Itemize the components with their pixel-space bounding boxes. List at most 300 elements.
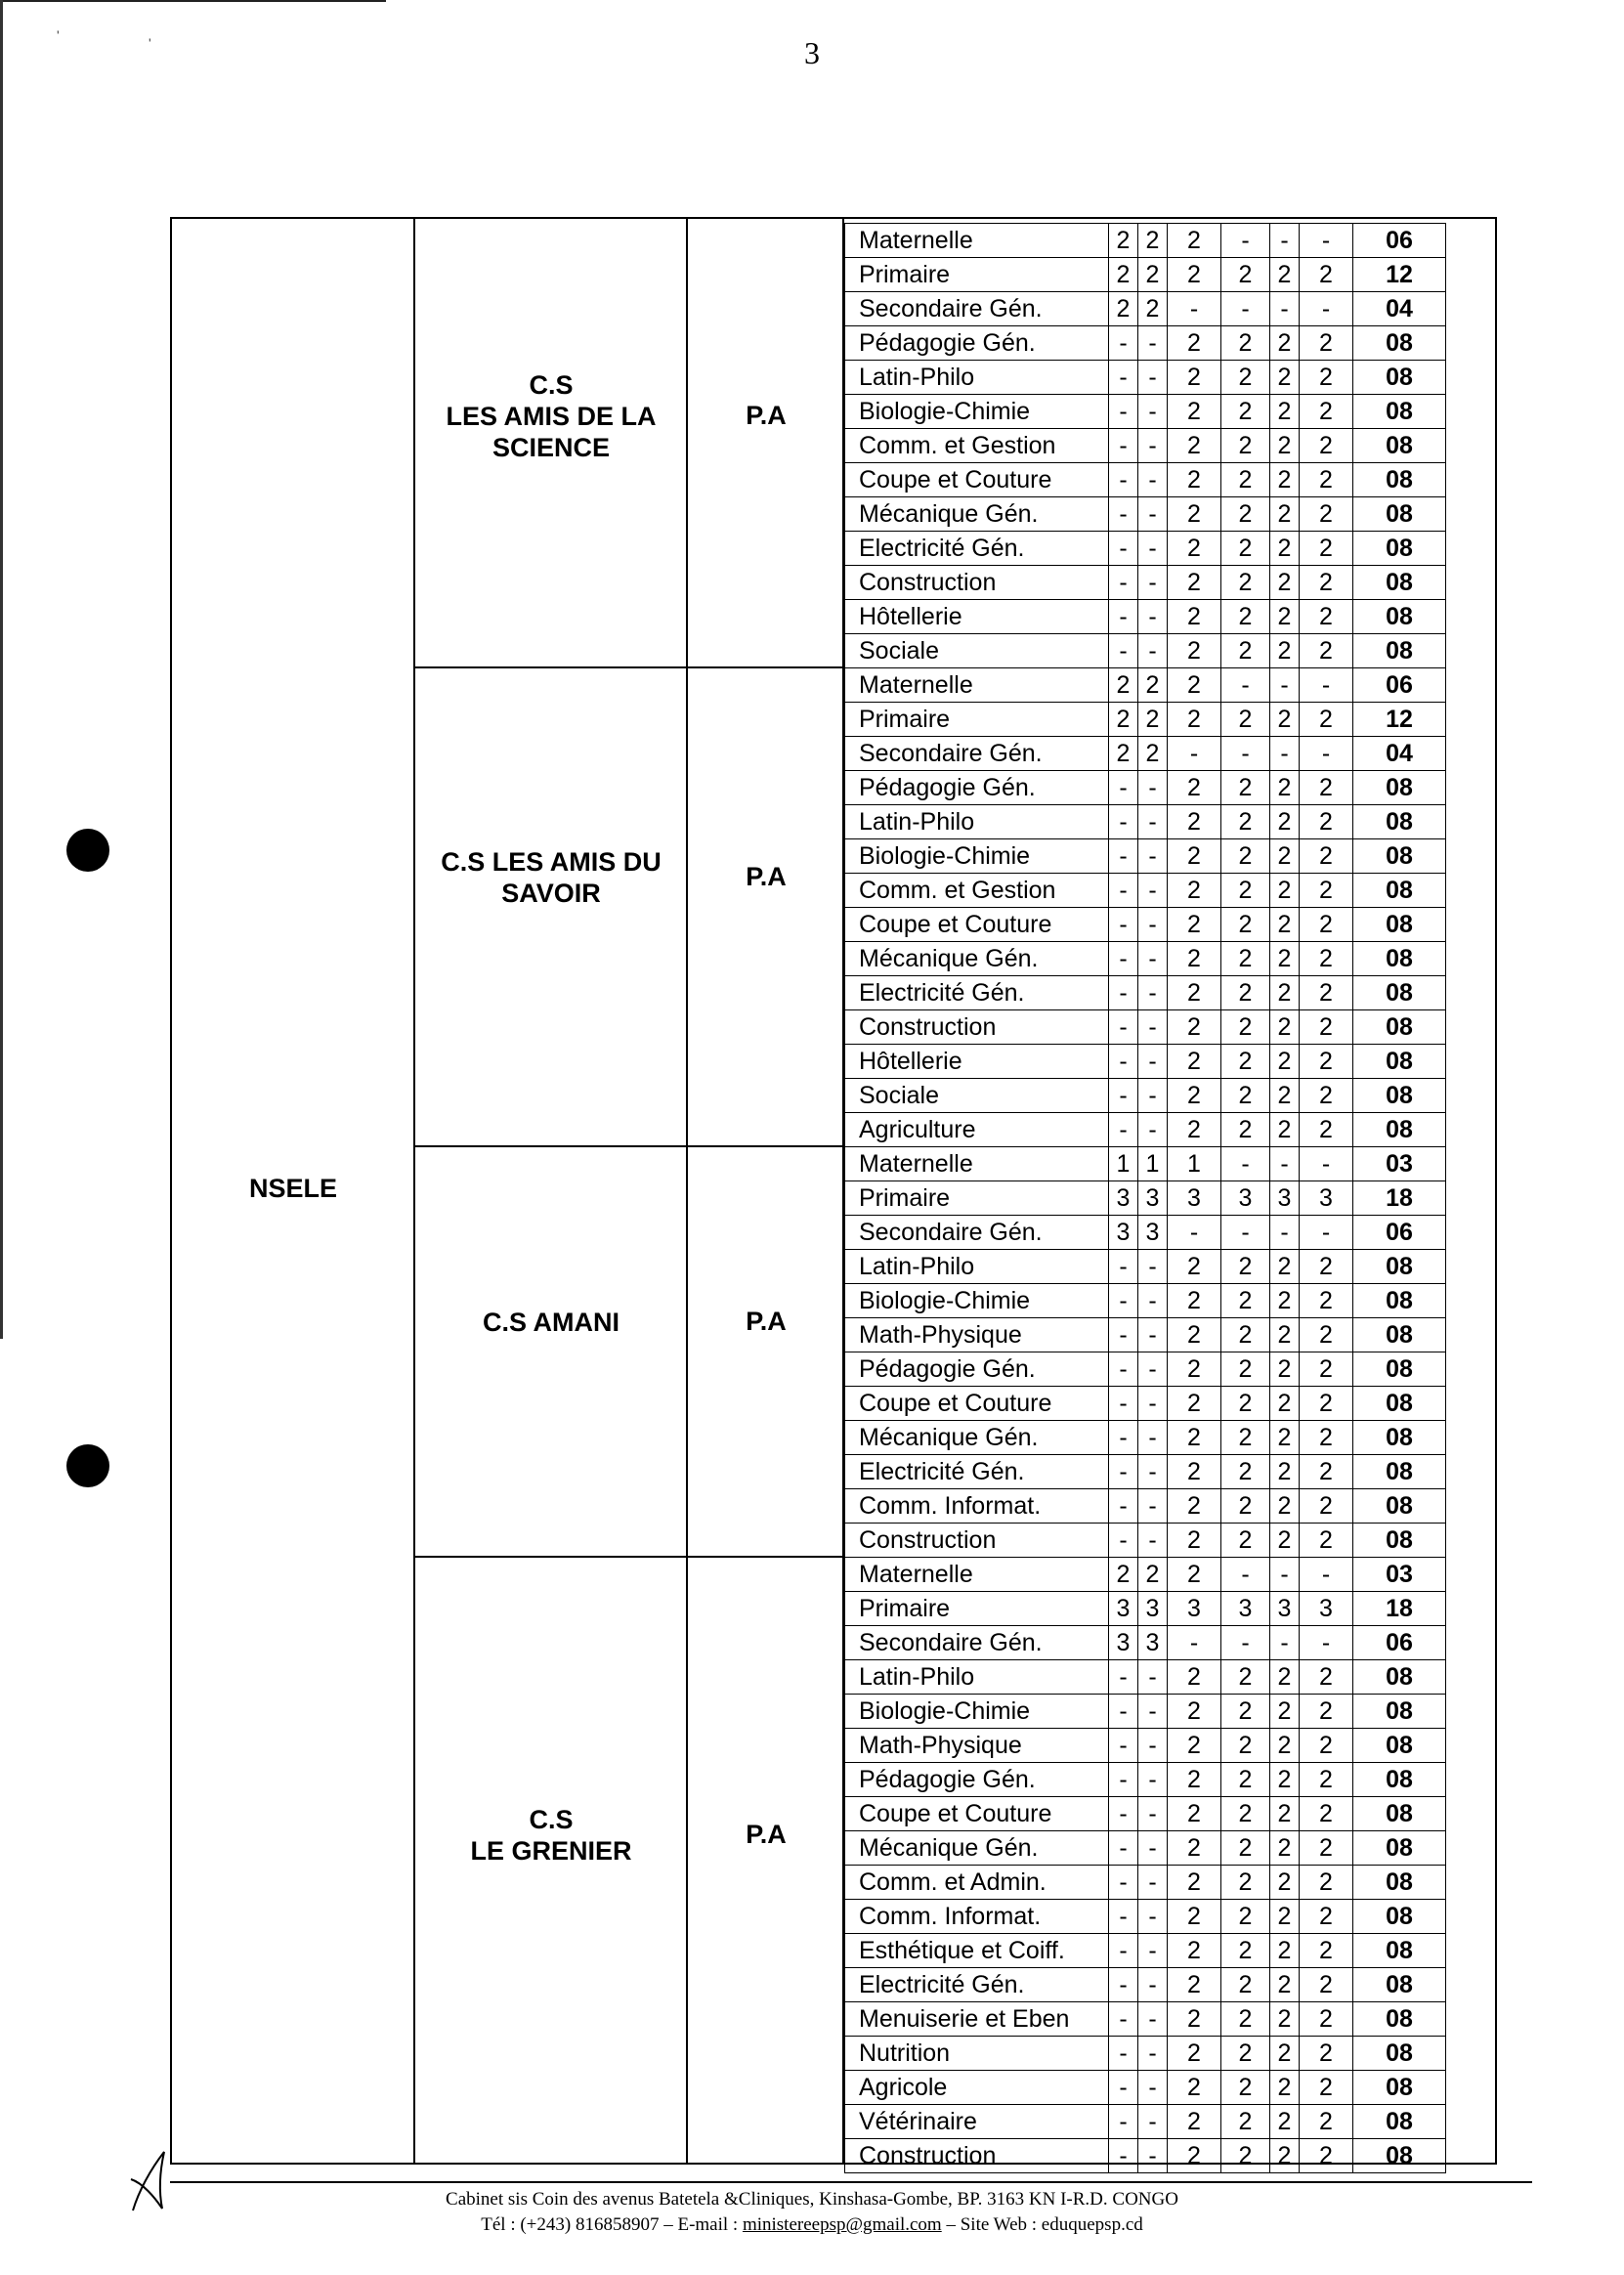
class-count-cell: 2 bbox=[1300, 1524, 1353, 1558]
total-cell: 08 bbox=[1353, 326, 1446, 361]
table-row bbox=[845, 703, 1446, 737]
table-row bbox=[845, 361, 1446, 395]
class-count-cell: - bbox=[1109, 874, 1138, 908]
total-cell: 08 bbox=[1353, 1900, 1446, 1934]
class-count-cell: - bbox=[1138, 976, 1168, 1010]
class-count-cell: 2 bbox=[1300, 1455, 1353, 1489]
class-count-cell: - bbox=[1109, 1866, 1138, 1900]
class-count-cell: 2 bbox=[1138, 258, 1168, 292]
class-count-cell: 2 bbox=[1109, 1558, 1138, 1592]
class-count-cell: 2 bbox=[1221, 1421, 1270, 1455]
table-row bbox=[845, 1866, 1446, 1900]
class-count-cell: 2 bbox=[1168, 2139, 1221, 2173]
class-count-cell: 2 bbox=[1300, 1797, 1353, 1831]
class-count-cell: - bbox=[1168, 1216, 1221, 1250]
class-count-cell: 2 bbox=[1221, 1079, 1270, 1113]
school-name-line: SCIENCE bbox=[491, 432, 611, 462]
class-count-cell: 2 bbox=[1109, 224, 1138, 258]
class-count-cell: - bbox=[1221, 1147, 1270, 1181]
total-cell: 08 bbox=[1353, 942, 1446, 976]
class-count-cell: 2 bbox=[1168, 703, 1221, 737]
school-divider bbox=[413, 1556, 844, 1558]
school-name-line: LES AMIS DE LA bbox=[446, 401, 657, 431]
class-count-cell: - bbox=[1109, 1660, 1138, 1695]
class-count-cell: - bbox=[1270, 737, 1300, 771]
class-count-cell: 3 bbox=[1138, 1216, 1168, 1250]
class-count-cell: - bbox=[1109, 942, 1138, 976]
total-cell: 08 bbox=[1353, 2139, 1446, 2173]
class-count-cell: 2 bbox=[1300, 2071, 1353, 2105]
table-row bbox=[845, 326, 1446, 361]
class-count-cell: 2 bbox=[1168, 1866, 1221, 1900]
total-cell: 03 bbox=[1353, 1558, 1446, 1592]
class-count-cell: - bbox=[1138, 1797, 1168, 1831]
class-count-cell: 2 bbox=[1168, 1250, 1221, 1284]
option-name-cell: Pédagogie Gén. bbox=[845, 1352, 1109, 1387]
class-count-cell: 2 bbox=[1270, 976, 1300, 1010]
class-count-cell: 2 bbox=[1221, 2105, 1270, 2139]
total-cell: 08 bbox=[1353, 429, 1446, 463]
class-count-cell: - bbox=[1109, 1387, 1138, 1421]
class-count-cell: 2 bbox=[1221, 2002, 1270, 2037]
class-count-cell: 2 bbox=[1270, 1489, 1300, 1524]
option-name-cell: Comm. et Gestion bbox=[845, 874, 1109, 908]
class-count-cell: 2 bbox=[1270, 463, 1300, 497]
total-cell: 08 bbox=[1353, 771, 1446, 805]
option-name-cell: Mécanique Gén. bbox=[845, 942, 1109, 976]
class-count-cell: 2 bbox=[1109, 292, 1138, 326]
total-cell: 08 bbox=[1353, 1524, 1446, 1558]
class-count-cell: 2 bbox=[1300, 1387, 1353, 1421]
total-cell: 08 bbox=[1353, 874, 1446, 908]
punch-hole bbox=[66, 829, 109, 872]
total-cell: 08 bbox=[1353, 1352, 1446, 1387]
class-count-cell: 2 bbox=[1300, 326, 1353, 361]
option-name-cell: Comm. Informat. bbox=[845, 1489, 1109, 1524]
class-count-cell: 2 bbox=[1270, 1318, 1300, 1352]
class-count-cell: - bbox=[1138, 1866, 1168, 1900]
option-name-cell: Hôtellerie bbox=[845, 1045, 1109, 1079]
options-table bbox=[844, 223, 1446, 668]
school-name bbox=[414, 846, 688, 909]
district-name: NSELE bbox=[248, 1173, 338, 1203]
class-count-cell: - bbox=[1138, 1421, 1168, 1455]
total-cell: 12 bbox=[1353, 258, 1446, 292]
class-count-cell: 2 bbox=[1300, 874, 1353, 908]
table-row bbox=[845, 1695, 1446, 1729]
class-count-cell: 2 bbox=[1300, 942, 1353, 976]
class-count-cell: 2 bbox=[1300, 805, 1353, 839]
option-name-cell: Mécanique Gén. bbox=[845, 1831, 1109, 1866]
class-count-cell: 2 bbox=[1221, 2139, 1270, 2173]
class-count-cell: 2 bbox=[1270, 1968, 1300, 2002]
table-row bbox=[845, 1079, 1446, 1113]
total-cell: 06 bbox=[1353, 1216, 1446, 1250]
class-count-cell: - bbox=[1138, 1934, 1168, 1968]
option-name-cell: Agriculture bbox=[845, 1113, 1109, 1147]
class-count-cell: - bbox=[1270, 1626, 1300, 1660]
class-count-cell: 3 bbox=[1300, 1592, 1353, 1626]
class-count-cell: 2 bbox=[1270, 1695, 1300, 1729]
option-name-cell: Electricité Gén. bbox=[845, 532, 1109, 566]
class-count-cell: 1 bbox=[1168, 1147, 1221, 1181]
table-row bbox=[845, 497, 1446, 532]
class-count-cell: - bbox=[1109, 395, 1138, 429]
class-count-cell: 2 bbox=[1300, 771, 1353, 805]
class-count-cell: 2 bbox=[1168, 1900, 1221, 1934]
class-count-cell: - bbox=[1109, 2105, 1138, 2139]
class-count-cell: - bbox=[1109, 771, 1138, 805]
class-count-cell: - bbox=[1138, 839, 1168, 874]
class-count-cell: 2 bbox=[1270, 395, 1300, 429]
class-count-cell: 2 bbox=[1300, 532, 1353, 566]
total-cell: 08 bbox=[1353, 2002, 1446, 2037]
class-count-cell: - bbox=[1138, 600, 1168, 634]
total-cell: 08 bbox=[1353, 566, 1446, 600]
class-count-cell: - bbox=[1109, 2037, 1138, 2071]
class-count-cell: 2 bbox=[1300, 2002, 1353, 2037]
total-cell: 08 bbox=[1353, 395, 1446, 429]
class-count-cell: 2 bbox=[1300, 1831, 1353, 1866]
class-count-cell: 2 bbox=[1221, 908, 1270, 942]
table-row bbox=[845, 942, 1446, 976]
table-row bbox=[845, 1934, 1446, 1968]
class-count-cell: - bbox=[1109, 532, 1138, 566]
option-name-cell: Pédagogie Gén. bbox=[845, 326, 1109, 361]
class-count-cell: 2 bbox=[1300, 463, 1353, 497]
class-count-cell: 2 bbox=[1300, 703, 1353, 737]
class-count-cell: 2 bbox=[1300, 1695, 1353, 1729]
class-count-cell: 2 bbox=[1168, 1318, 1221, 1352]
table-row bbox=[845, 429, 1446, 463]
option-name-cell: Construction bbox=[845, 1010, 1109, 1045]
class-count-cell: - bbox=[1138, 1250, 1168, 1284]
class-count-cell: 2 bbox=[1138, 1558, 1168, 1592]
class-count-cell: 2 bbox=[1221, 1934, 1270, 1968]
option-name-cell: Latin-Philo bbox=[845, 1250, 1109, 1284]
class-count-cell: - bbox=[1138, 1763, 1168, 1797]
table-row bbox=[845, 2139, 1446, 2173]
scan-edge-line bbox=[0, 0, 386, 2]
class-count-cell: - bbox=[1109, 361, 1138, 395]
class-count-cell: - bbox=[1138, 1729, 1168, 1763]
class-count-cell: - bbox=[1138, 361, 1168, 395]
class-count-cell: 3 bbox=[1221, 1181, 1270, 1216]
class-count-cell: 2 bbox=[1300, 1866, 1353, 1900]
regime-label: P.A bbox=[746, 1820, 787, 1849]
class-count-cell: 2 bbox=[1300, 2037, 1353, 2071]
class-count-cell: - bbox=[1138, 1010, 1168, 1045]
class-count-cell: 2 bbox=[1168, 224, 1221, 258]
class-count-cell: - bbox=[1270, 1216, 1300, 1250]
table-row bbox=[845, 1387, 1446, 1421]
class-count-cell: 2 bbox=[1300, 361, 1353, 395]
class-count-cell: - bbox=[1221, 1626, 1270, 1660]
table-row bbox=[845, 1558, 1446, 1592]
class-count-cell: - bbox=[1221, 224, 1270, 258]
school-name-line: C.S AMANI bbox=[483, 1308, 620, 1337]
table-row bbox=[845, 1524, 1446, 1558]
class-count-cell: 3 bbox=[1109, 1216, 1138, 1250]
class-count-cell: - bbox=[1109, 1729, 1138, 1763]
class-count-cell: - bbox=[1138, 1045, 1168, 1079]
class-count-cell: - bbox=[1168, 737, 1221, 771]
option-name-cell: Coupe et Couture bbox=[845, 1797, 1109, 1831]
total-cell: 08 bbox=[1353, 1797, 1446, 1831]
option-name-cell: Mécanique Gén. bbox=[845, 497, 1109, 532]
class-count-cell: 2 bbox=[1270, 1284, 1300, 1318]
column-divider bbox=[686, 217, 688, 2165]
class-count-cell: - bbox=[1168, 1626, 1221, 1660]
class-count-cell: 2 bbox=[1168, 1524, 1221, 1558]
class-count-cell: 2 bbox=[1270, 2105, 1300, 2139]
option-name-cell: Pédagogie Gén. bbox=[845, 771, 1109, 805]
total-cell: 08 bbox=[1353, 1695, 1446, 1729]
class-count-cell: 2 bbox=[1168, 258, 1221, 292]
options-table bbox=[844, 1557, 1446, 2173]
class-count-cell: 2 bbox=[1168, 805, 1221, 839]
total-cell: 08 bbox=[1353, 361, 1446, 395]
class-count-cell: 2 bbox=[1168, 2037, 1221, 2071]
school-name-line: LE GRENIER bbox=[470, 1836, 632, 1866]
option-name-cell: Maternelle bbox=[845, 224, 1109, 258]
class-count-cell: 2 bbox=[1270, 326, 1300, 361]
total-cell: 08 bbox=[1353, 805, 1446, 839]
class-count-cell: - bbox=[1109, 429, 1138, 463]
table-row bbox=[845, 1455, 1446, 1489]
class-count-cell: 2 bbox=[1270, 2002, 1300, 2037]
total-cell: 08 bbox=[1353, 1045, 1446, 1079]
total-cell: 08 bbox=[1353, 634, 1446, 668]
scan-speck: ' bbox=[149, 35, 151, 51]
class-count-cell: 3 bbox=[1270, 1592, 1300, 1626]
class-count-cell: 2 bbox=[1270, 566, 1300, 600]
class-count-cell: - bbox=[1270, 292, 1300, 326]
class-count-cell: 2 bbox=[1168, 2071, 1221, 2105]
class-count-cell: - bbox=[1109, 1318, 1138, 1352]
class-count-cell: - bbox=[1138, 1455, 1168, 1489]
school-name-line: SAVOIR bbox=[501, 879, 601, 908]
class-count-cell: 3 bbox=[1270, 1181, 1300, 1216]
class-count-cell: 2 bbox=[1270, 942, 1300, 976]
class-count-cell: 2 bbox=[1168, 1113, 1221, 1147]
class-count-cell: - bbox=[1138, 1318, 1168, 1352]
class-count-cell: 2 bbox=[1168, 395, 1221, 429]
class-count-cell: 2 bbox=[1270, 258, 1300, 292]
option-name-cell: Coupe et Couture bbox=[845, 908, 1109, 942]
class-count-cell: - bbox=[1109, 497, 1138, 532]
option-name-cell: Pédagogie Gén. bbox=[845, 1763, 1109, 1797]
class-count-cell: 3 bbox=[1168, 1181, 1221, 1216]
table-row bbox=[845, 395, 1446, 429]
class-count-cell: 3 bbox=[1138, 1181, 1168, 1216]
class-count-cell: 2 bbox=[1270, 1729, 1300, 1763]
class-count-cell: - bbox=[1138, 2037, 1168, 2071]
option-name-cell: Electricité Gén. bbox=[845, 976, 1109, 1010]
class-count-cell: - bbox=[1300, 1147, 1353, 1181]
class-count-cell: - bbox=[1109, 976, 1138, 1010]
class-count-cell: 2 bbox=[1270, 1045, 1300, 1079]
table-row bbox=[845, 1660, 1446, 1695]
table-row bbox=[845, 908, 1446, 942]
regime-label: P.A bbox=[746, 1307, 787, 1336]
class-count-cell: 2 bbox=[1300, 1010, 1353, 1045]
class-count-cell: - bbox=[1138, 532, 1168, 566]
class-count-cell: - bbox=[1109, 1900, 1138, 1934]
option-name-cell: Sociale bbox=[845, 1079, 1109, 1113]
class-count-cell: - bbox=[1138, 1695, 1168, 1729]
class-count-cell: - bbox=[1138, 2071, 1168, 2105]
table-row bbox=[845, 874, 1446, 908]
class-count-cell: 2 bbox=[1168, 874, 1221, 908]
table-row bbox=[845, 1113, 1446, 1147]
class-count-cell: 2 bbox=[1270, 1250, 1300, 1284]
class-count-cell: 2 bbox=[1221, 497, 1270, 532]
class-count-cell: 2 bbox=[1270, 1831, 1300, 1866]
table-row bbox=[845, 566, 1446, 600]
class-count-cell: - bbox=[1109, 1968, 1138, 2002]
class-count-cell: - bbox=[1138, 1968, 1168, 2002]
class-count-cell: - bbox=[1300, 224, 1353, 258]
option-name-cell: Biologie-Chimie bbox=[845, 1284, 1109, 1318]
school-name-line: C.S LES AMIS DU bbox=[441, 847, 662, 877]
total-cell: 08 bbox=[1353, 2105, 1446, 2139]
option-name-cell: Primaire bbox=[845, 1592, 1109, 1626]
class-count-cell: - bbox=[1270, 1147, 1300, 1181]
table-row bbox=[845, 1763, 1446, 1797]
total-cell: 08 bbox=[1353, 1831, 1446, 1866]
class-count-cell: 2 bbox=[1221, 1455, 1270, 1489]
option-name-cell: Hôtellerie bbox=[845, 600, 1109, 634]
class-count-cell: - bbox=[1221, 292, 1270, 326]
class-count-cell: 2 bbox=[1168, 566, 1221, 600]
class-count-cell: - bbox=[1270, 1558, 1300, 1592]
table-row bbox=[845, 1216, 1446, 1250]
class-count-cell: 2 bbox=[1300, 634, 1353, 668]
table-row bbox=[845, 600, 1446, 634]
total-cell: 08 bbox=[1353, 2037, 1446, 2071]
class-count-cell: 2 bbox=[1168, 1284, 1221, 1318]
class-count-cell: 2 bbox=[1168, 908, 1221, 942]
class-count-cell: 2 bbox=[1270, 771, 1300, 805]
class-count-cell: 2 bbox=[1168, 668, 1221, 703]
total-cell: 08 bbox=[1353, 1318, 1446, 1352]
class-count-cell: - bbox=[1221, 1216, 1270, 1250]
class-count-cell: - bbox=[1300, 668, 1353, 703]
class-count-cell: 2 bbox=[1221, 1797, 1270, 1831]
class-count-cell: 3 bbox=[1221, 1592, 1270, 1626]
option-name-cell: Electricité Gén. bbox=[845, 1455, 1109, 1489]
class-count-cell: 2 bbox=[1168, 463, 1221, 497]
option-name-cell: Construction bbox=[845, 1524, 1109, 1558]
class-count-cell: 2 bbox=[1300, 2139, 1353, 2173]
class-count-cell: 2 bbox=[1221, 395, 1270, 429]
class-count-cell: 2 bbox=[1221, 1010, 1270, 1045]
option-name-cell: Latin-Philo bbox=[845, 1660, 1109, 1695]
class-count-cell: 2 bbox=[1168, 942, 1221, 976]
class-count-cell: 2 bbox=[1168, 1387, 1221, 1421]
option-name-cell: Comm. et Gestion bbox=[845, 429, 1109, 463]
class-count-cell: 2 bbox=[1221, 805, 1270, 839]
class-count-cell: 2 bbox=[1300, 1968, 1353, 2002]
total-cell: 08 bbox=[1353, 908, 1446, 942]
class-count-cell: - bbox=[1138, 1524, 1168, 1558]
footer-rule bbox=[170, 2181, 1532, 2183]
class-count-cell: 2 bbox=[1270, 1900, 1300, 1934]
class-count-cell: 2 bbox=[1221, 258, 1270, 292]
table-row bbox=[845, 1250, 1446, 1284]
option-name-cell: Mécanique Gén. bbox=[845, 1421, 1109, 1455]
class-count-cell: - bbox=[1138, 429, 1168, 463]
class-count-cell: 2 bbox=[1168, 429, 1221, 463]
class-count-cell: 2 bbox=[1300, 2105, 1353, 2139]
table-row bbox=[845, 1147, 1446, 1181]
class-count-cell: 2 bbox=[1168, 1695, 1221, 1729]
class-count-cell: 3 bbox=[1109, 1592, 1138, 1626]
class-count-cell: 2 bbox=[1270, 2037, 1300, 2071]
class-count-cell: - bbox=[1138, 326, 1168, 361]
table-row bbox=[845, 1797, 1446, 1831]
class-count-cell: 2 bbox=[1270, 908, 1300, 942]
option-name-cell: Biologie-Chimie bbox=[845, 395, 1109, 429]
class-count-cell: 2 bbox=[1168, 1489, 1221, 1524]
class-count-cell: 2 bbox=[1109, 737, 1138, 771]
table-row bbox=[845, 292, 1446, 326]
table-row bbox=[845, 668, 1446, 703]
total-cell: 06 bbox=[1353, 1626, 1446, 1660]
table-row bbox=[845, 976, 1446, 1010]
total-cell: 03 bbox=[1353, 1147, 1446, 1181]
class-count-cell: 2 bbox=[1168, 1763, 1221, 1797]
class-count-cell: 2 bbox=[1300, 1079, 1353, 1113]
class-count-cell: 2 bbox=[1168, 1968, 1221, 2002]
total-cell: 08 bbox=[1353, 1455, 1446, 1489]
table-row bbox=[845, 1284, 1446, 1318]
class-count-cell: - bbox=[1109, 1250, 1138, 1284]
class-count-cell: - bbox=[1138, 1660, 1168, 1695]
class-count-cell: 2 bbox=[1168, 1010, 1221, 1045]
total-cell: 08 bbox=[1353, 1250, 1446, 1284]
total-cell: 08 bbox=[1353, 2071, 1446, 2105]
class-count-cell: - bbox=[1138, 2002, 1168, 2037]
option-name-cell: Coupe et Couture bbox=[845, 463, 1109, 497]
class-count-cell: - bbox=[1109, 1113, 1138, 1147]
class-count-cell: 2 bbox=[1300, 1660, 1353, 1695]
class-count-cell: 2 bbox=[1270, 1763, 1300, 1797]
class-count-cell: - bbox=[1138, 463, 1168, 497]
class-count-cell: - bbox=[1300, 1626, 1353, 1660]
class-count-cell: 2 bbox=[1221, 1763, 1270, 1797]
total-cell: 08 bbox=[1353, 1934, 1446, 1968]
table-row bbox=[845, 839, 1446, 874]
class-count-cell: 1 bbox=[1109, 1147, 1138, 1181]
class-count-cell: 3 bbox=[1138, 1592, 1168, 1626]
class-count-cell: 2 bbox=[1168, 361, 1221, 395]
class-count-cell: - bbox=[1109, 463, 1138, 497]
footer-email-link[interactable]: ministereepsp@gmail.com bbox=[742, 2214, 942, 2235]
option-name-cell: Secondaire Gén. bbox=[845, 737, 1109, 771]
class-count-cell: 2 bbox=[1168, 1558, 1221, 1592]
option-name-cell: Maternelle bbox=[845, 1147, 1109, 1181]
class-count-cell: 2 bbox=[1300, 1250, 1353, 1284]
option-name-cell: Math-Physique bbox=[845, 1729, 1109, 1763]
class-count-cell: 2 bbox=[1270, 600, 1300, 634]
class-count-cell: - bbox=[1109, 2139, 1138, 2173]
class-count-cell: 2 bbox=[1221, 1524, 1270, 1558]
table-row bbox=[845, 737, 1446, 771]
option-name-cell: Biologie-Chimie bbox=[845, 839, 1109, 874]
total-cell: 08 bbox=[1353, 1489, 1446, 1524]
